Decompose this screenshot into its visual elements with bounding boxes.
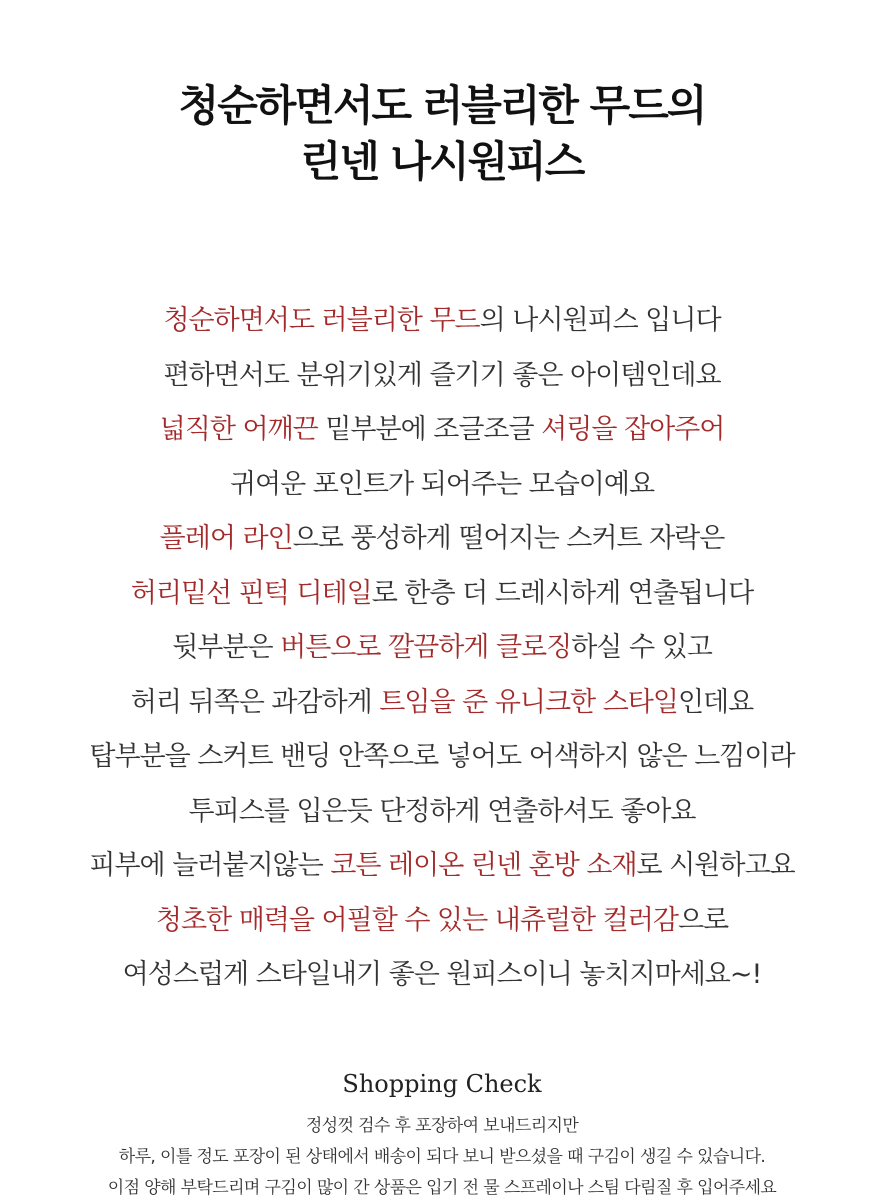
description-line — [0, 621, 884, 676]
highlighted-text: 넓직한 어깨끈 — [159, 414, 318, 445]
description-line — [0, 730, 884, 785]
description-line — [0, 948, 884, 1003]
highlighted-text: 청초한 매력을 어필할 수 있는 내츄럴한 컬러감 — [155, 904, 678, 936]
description-line — [0, 349, 884, 404]
shopping-check-line: 하루, 이틀 정도 포장이 된 상태에서 배송이 되다 보니 받으셨을 때 구김이 생길 수 있습니다. — [118, 1146, 766, 1167]
body-text-segment: 의 나시원피스 입니다 — [479, 305, 721, 336]
description-line — [0, 894, 884, 949]
description-line — [0, 294, 884, 349]
body-text-segment: 투피스를 입은듯 단정하게 연출하셔도 좋아요 — [188, 795, 696, 827]
highlighted-text: 버튼으로 깔끔하게 클로징 — [280, 632, 572, 663]
shopping-check-line: 이점 양해 부탁드리며 구김이 많이 간 상품은 입기 전 물 스프레이나 스팀 다림질 후 입어주세요 — [107, 1177, 777, 1198]
highlighted-text: 플레어 라인 — [159, 523, 293, 554]
body-text-segment: 인데요 — [677, 686, 754, 718]
body-text-segment: 허리 뒤쪽은 과감하게 — [130, 686, 380, 718]
description-body — [0, 294, 884, 1003]
body-text-segment: 하실 수 있고 — [571, 632, 712, 663]
highlighted-text: 트임을 준 유니크한 스타일 — [379, 686, 678, 718]
highlighted-text: 코튼 레이온 린넨 혼방 소재 — [330, 850, 637, 881]
highlighted-text: 셔링을 잡아주어 — [541, 414, 725, 445]
description-line — [0, 785, 884, 840]
body-text-segment: 로 한층 더 드레시하게 연출됩니다 — [371, 577, 754, 609]
shopping-check-title: Shopping Check — [342, 1069, 542, 1098]
body-text-segment: 여성스럽게 스타일내기 좋은 원피스이니 놓치지마세요~! — [122, 959, 762, 990]
body-text-segment: 으로 — [677, 904, 729, 936]
page-title — [0, 78, 884, 190]
highlighted-text: 청순하면서도 러블리한 무드 — [163, 305, 480, 336]
description-line — [0, 458, 884, 513]
description-line — [0, 567, 884, 622]
body-text-segment: 귀여운 포인트가 되어주는 모습이예요 — [229, 468, 655, 500]
title-line-1: 청순하면서도 러블리한 무드의 — [178, 81, 706, 130]
description-line — [0, 676, 884, 731]
description-line — [0, 403, 884, 458]
body-text-segment: 밑부분에 조글조글 — [317, 414, 542, 445]
highlighted-text: 허리밑선 핀턱 디테일 — [130, 577, 372, 609]
body-text-segment: 으로 풍성하게 떨어지는 스커트 자락은 — [292, 523, 725, 554]
description-line — [0, 512, 884, 567]
body-text-segment: 탑부분을 스커트 밴딩 안쪽으로 넣어도 어색하지 않은 느낌이라 — [89, 741, 795, 772]
title-line-2: 린넨 나시원피스 — [300, 137, 584, 186]
shopping-check-section — [0, 1069, 884, 1204]
body-text-segment: 뒷부분은 — [172, 632, 281, 663]
body-text-segment: 로 시원하고요 — [636, 850, 795, 881]
shopping-check-line: 정성껏 검수 후 포장하여 보내드리지만 — [305, 1115, 579, 1136]
description-line — [0, 839, 884, 894]
body-text-segment: 피부에 늘러붙지않는 — [89, 850, 331, 881]
body-text-segment: 편하면서도 분위기있게 즐기기 좋은 아이템인데요 — [163, 359, 721, 391]
